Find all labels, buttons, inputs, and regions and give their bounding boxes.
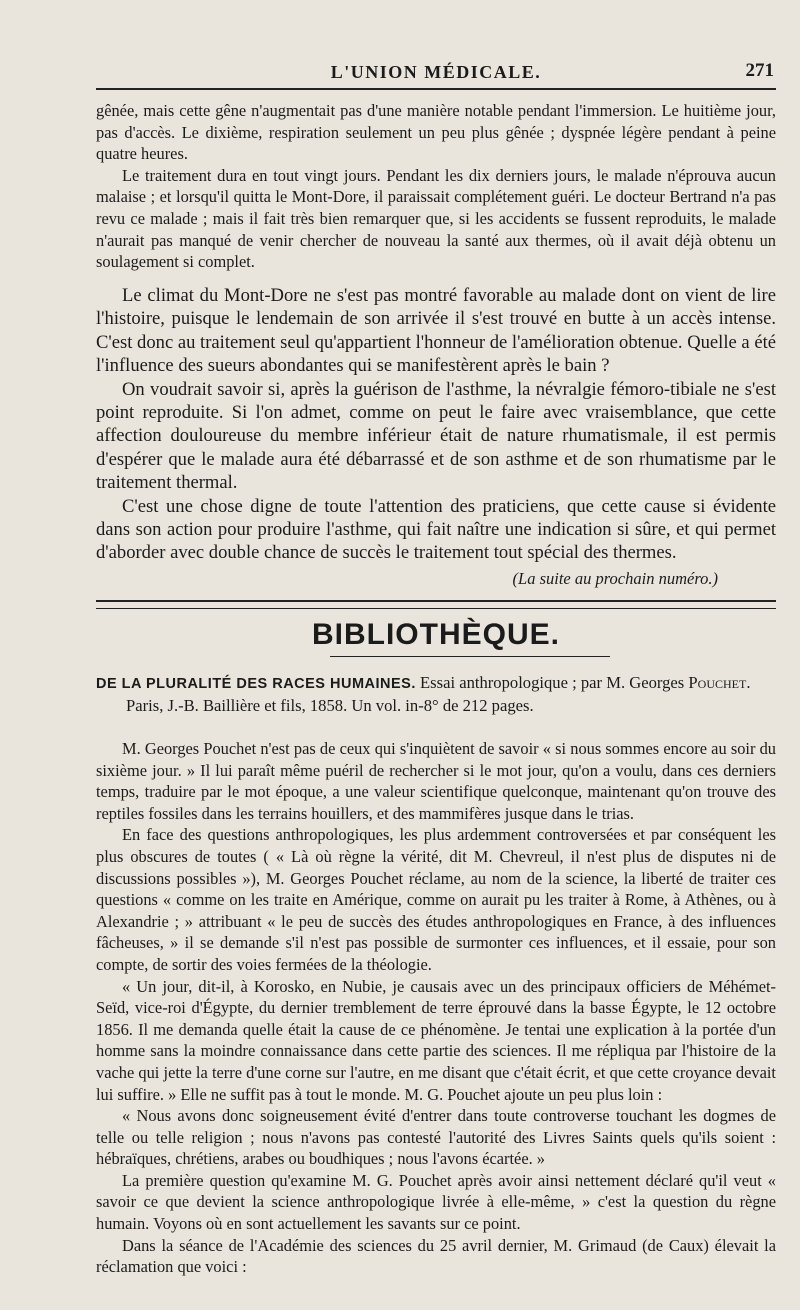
section-title: BIBLIOTHÈQUE. xyxy=(311,618,560,651)
review-paragraph: « Nous avons donc soigneusement évité d'entrer dans toute controverse touchant les dogmes de telle ou telle religion ; nous n'avons pas contesté l'autorité des Livres Saints quels qu'ils soient : hébraïques, chrétiens, arabes ou boudhiques ; nous l'avons écartée. » xyxy=(96,1106,776,1169)
case-report-section xyxy=(96,100,776,273)
review-paragraph: Dans la séance de l'Académie des sciences du 25 avril dernier, M. Grimaud (de Caux) élevait la réclamation que voici : xyxy=(96,1235,776,1277)
commentary-paragraph: On voudrait savoir si, après la guérison de l'asthme, la névralgie fémoro-tibiale ne s'est point reproduite. Si l'on admet, comme on peut le faire avec vraisemblance, que cette affection douloureuse du membre inférieur était de nature rhumatismale, il est permis d'espérer que le malade aura été débarrassé et de son asthme et de son rhumatisme par le traitement thermal. xyxy=(96,378,776,494)
commentary-paragraph: C'est une chose digne de toute l'attention des praticiens, que cette cause si évidente dans son action pour produire l'asthme, qui fait naître une indication si sûre, et qui permet d'aborder avec double chance de succès le traitement tout spécial des thermes. xyxy=(96,495,776,564)
case-paragraph: gênée, mais cette gêne n'augmentait pas d'une manière notable pendant l'immersion. Le huitième jour, pas d'accès. Le dixième, respiration seulement un peu plus gênée ; dyspnée légère pendant à peine quatre heures. xyxy=(96,101,776,164)
continuation-note: (La suite au prochain numéro.) xyxy=(512,568,718,588)
book-heading xyxy=(96,672,776,717)
commentary-paragraph: Le climat du Mont-Dore ne s'est pas montré favorable au malade dont on vient de lire l'histoire, puisque le lendemain de son arrivée il s'est trouvé en butte à un accès intense. C'est donc au traitement seul qu'appartient l'honneur de l'amélioration obtenue. Quelle a été l'influence des sueurs abondantes qui se manifestèrent après le bain ? xyxy=(96,285,776,377)
title-underline xyxy=(330,656,610,657)
review-paragraph: En face des questions anthropologiques, les plus ardemment controversées et par conséquent les plus obscures de toutes ( « Là où règne la vérité, dit M. Chevreul, il n'est plus de disputes ni de discussions possibles »), M. Georges Pouchet réclame, au nom de la science, la liberté de traiter ces questions « comme on les traite en Amérique, comme on aurait pu les traiter à Rome, à Athènes, ou à Alexandrie ; » attribuant « le peu de succès des études anthropologiques en France, à des influences fâcheuses, » il se demande s'il n'est pas possible de surmonter ces influences, et il essaie, pour son compte, de sortir des voies fermées de la théologie. xyxy=(96,825,776,974)
book-publication: Paris, J.-B. Baillière et fils, 1858. Un vol. in-8° de 212 pages. xyxy=(126,696,534,715)
running-title: L'UNION MÉDICALE. xyxy=(330,62,542,82)
book-description: Essai anthropologique ; par M. Georges xyxy=(420,673,685,692)
review-paragraph: M. Georges Pouchet n'est pas de ceux qui s'inquiètent de savoir « si nous sommes encore au soir du sixième jour. » Il lui paraît même puéril de rechercher si le mot jour, qu'on a voulu, dans ces derniers temps, traduire par le mot époque, a une valeur scientifique quelconque, maintenant qu'on trouve des reptiles fossiles dans les terrains houillers, et des mammifères jusque dans le trias. xyxy=(96,739,776,823)
section-divider xyxy=(96,600,776,609)
page-header xyxy=(96,54,776,90)
review-paragraph: « Un jour, dit-il, à Korosko, en Nubie, je causais avec un des principaux officiers de Méhémet-Seïd, vice-roi d'Égypte, du dernier tremblement de terre éprouvé dans la basse Égypte, le 12 octobre 1856. Il me demanda quelle était la cause de ce phénomène. Je tentai une explication à la portée d'un homme sans la moindre connaissance dans cette partie des sciences. Il me répliqua par l'histoire de la vache qui jette la terre d'une corne sur l'autre, en me disant que c'était écrit, et que cette croyance devait lui suffire. » Elle ne suffit pas à tout le monde. M. G. Pouchet ajoute un peu plus loin : xyxy=(96,976,776,1104)
review-paragraph: La première question qu'examine M. G. Pouchet après avoir ainsi nettement déclaré qu'il veut « savoir ce que devient la science anthropologique livrée à elle-même, » c'est la question du règne humain. Voyons où en sont actuellement les savants sur ce point. xyxy=(96,1170,776,1234)
case-paragraph: Le traitement dura en tout vingt jours. Pendant les dix derniers jours, le malade n'éprouva aucun malaise ; et lorsqu'il quitta le Mont-Dore, il paraissait complétement guéri. Le docteur Bertrand n'a pas revu ce malade ; mais il fait très bien remarquer que, si les accidents se fussent reproduits, le malade n'aurait pas manqué de venir chercher de nouveau la santé aux thermes, où il avait déjà obtenu un soulagement si complet. xyxy=(96,165,776,272)
book-author: Pouchet. xyxy=(688,673,751,692)
review-section xyxy=(96,738,776,1278)
page-number: 271 xyxy=(745,60,774,81)
book-title: DE LA PLURALITÉ DES RACES HUMAINES. xyxy=(96,676,416,692)
commentary-section xyxy=(96,284,776,589)
